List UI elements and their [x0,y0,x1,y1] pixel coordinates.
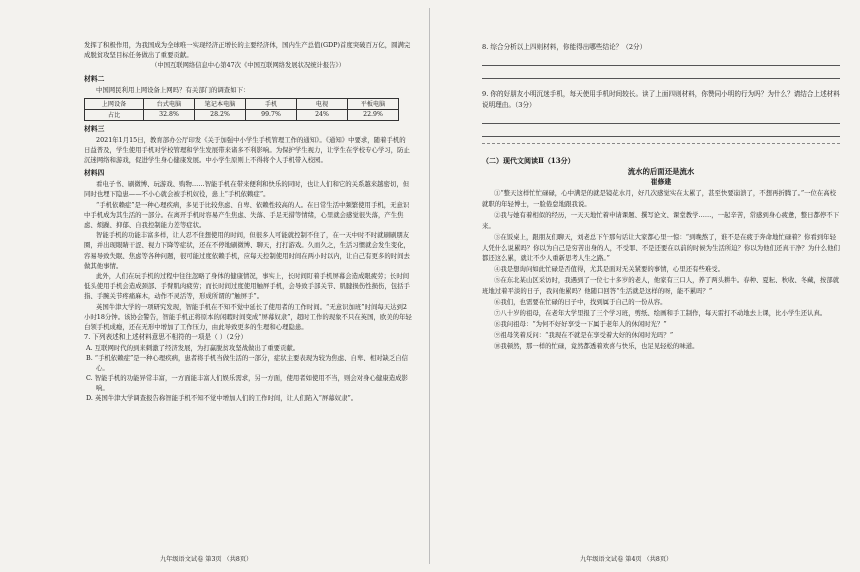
question-7-stem: 7. 下列表述和上述材料意思不相符的一项是（ ）（2分） [84,333,248,342]
essay-author: 崔修建 [650,178,672,186]
table-cell: 24% [297,109,348,120]
table-cell: 手机 [246,98,297,109]
section-separator [482,143,840,144]
answer-line[interactable] [482,124,840,137]
table-cell: 99.7% [246,109,297,120]
material-3-text: 2021年1月15日，教育部办公厅印发《关于加强中小学生手机管理工作的通知》。《通知》中要求，随着手机的日益普及，学生使用手机对学校管理和学生发展带来诸多不利影响。为保护学生视力，让学生在学校专心学习，防止沉迷网络和游戏，促进学生身心健康发展。中小学生原则上不得将个人手机带入校园。 [84,135,410,165]
question-8: 8. 综合分析以上四则材料，你能得出哪些结论？（2分） [482,43,647,51]
essay-paragraph: ⑦八十岁的祖母，在老年大学里报了三个学习班，剪纸、绘画和手工制作，每天雷打不动地去上课，比小学生还认真。 [494,308,827,317]
page-4 [430,0,860,572]
material-4-paragraph: 此外，人们在玩手机的过程中往往忽略了身体的健康情况，事实上，长时间盯着手机屏幕会造成眼疲劳；长时间低头使用手机会造成颈部、手臂肌肉疲劳；而长时间过度使用触屏手机，会导致手部关节、肌腱损伤性损伤，包括手指、手腕关节疼痛麻木，动作不灵活等，形成所谓的“触屏手”。 [84,272,410,301]
essay-paragraph: ⑧我问祖母：“为何不好好享受一下属于老年人的休闲时光？” [494,319,667,328]
source-citation: （中国互联网络信息中心第47次《中国互联网络发展状况统计报告》） [151,62,345,70]
answer-line[interactable] [482,111,840,124]
essay-paragraph: ⑩我顿然，那一样的忙碌，竟然都透着欢喜与快乐，也足见轻松的味道。 [494,341,699,350]
material-4-paragraph: “手机依赖症”是一种心理疾病，多见于比较焦虑、自卑、依赖性较高的人。在日常生活中频繁使用手机，无意识中手机成为其生活的一部分。在离开手机时容易产生焦虑、失落、手足无措等情绪，心里就会感觉很失落，产生焦虑、烦躁、抑郁、自我控制能力差等症状。 [84,200,410,230]
material-2-text: 中国网民利用上网设备上网吗？有关部门的调查如下： [96,86,250,95]
table-cell: 占比 [85,109,144,120]
page-footer: 九年级语文试卷 第3页 （共8页） [160,556,253,563]
essay-paragraph: ⑤在东北某山区采访时，我遇到了一位七十多岁的老人，他家有三口人，养了两头耕牛。春种、夏耘、秋收、冬藏，按部就班地过着平淡的日子，我问他累吗？他随口回答“生活就是这样的呀，能不累吗？” [482,276,840,296]
essay-title: 流水的后面还是流水 [627,167,695,176]
table-cell: 电视 [297,98,348,109]
material-4-paragraph: 英国牛津大学的一项研究发现，智能手机在不知不觉中延长了使用者的工作时间。“无意识加班”时间每天达到2小时18分钟。该协会警告，智能手机正将原本的闲暇时间变成“屏幕奴隶”，超时工作的现象不只在英国，欧美的年轻白领手机成瘾，还在无形中增加了工作压力，由此导致更多的生理和心理隐患。 [84,302,412,332]
device-usage-table [84,98,399,121]
material-2-heading: 材料二 [84,75,105,84]
page-footer: 九年级语文试卷 第4页 （共8页） [580,556,673,563]
section-heading: （二）现代文阅读Ⅱ（13分） [482,156,575,165]
table-cell: 平板电脑 [348,98,399,109]
table-row [85,109,399,120]
answer-line[interactable] [482,53,840,66]
question-7-option: A. 互联网时代的到来刺激了经济发展，为打赢脱贫攻坚战做出了重要贡献。 [86,344,300,353]
question-7-option: B. “手机依赖症”是一种心理疾病，患者将手机当做生活的一部分，症状主要表现为较为焦虑、自卑、相对缺乏自信心。 [86,354,409,373]
material-4-paragraph: 看电子书、刷微博、玩游戏、购物……智能手机在带来便利和快乐的同时，也让人们和它的关系越来越密切，但同时也埋下隐患——不小心就会被手机奴役，患上“手机依赖症”。 [84,180,410,199]
essay-paragraph: ②我与她有着相似的经历，一天天地忙着申请课题、撰写论文、课堂教学……，一起辛苦，常感到身心疲惫，整日都停不下来。 [482,210,840,230]
essay-paragraph: ①“整天这样忙忙碌碌，心中满是的就是镜花水月，好几次感觉实在太累了，甚至快要崩溃了，不想再折腾了。”一位在高校就职的年轻博士，一脸倦怠地跟我说。 [482,189,837,208]
material-4-heading: 材料四 [84,169,105,178]
essay-paragraph: ⑨祖母笑着反问：“我现在不就是在享受着大好的休闲时光吗？” [494,330,674,339]
table-cell: 台式电脑 [144,98,195,109]
table-cell: 32.8% [144,109,195,120]
question-7-option: C. 智能手机的功能异常丰富，一方面能丰富人们娱乐需求，另一方面，使用者如使用不当，则会对身心健康造成影响。 [86,374,408,393]
essay-paragraph: ③在饭桌上，跟朋友们聊天，刘老总下午那句话让大家都心里一惊：“到晚熬了，谁不是在疲于奔命地忙碌着？你看到年轻人凭什么说累吗？你以为自己是穷苦出身的人，不受罪、不是还要在以前的时候为生活所迫？你以为他们还真干净？为什么他们都还这么累，就让不少人重新思考人生之路。” [482,232,840,263]
essay-paragraph: ④我是想询问如此忙碌是否值得，尤其是面对无关紧要的事情，心里还有些难受。 [494,265,725,274]
question-7-option: D. 英国牛津大学调查报告称智能手机不知不觉中增加人们的工作时间，让人们陷入“屏幕奴隶”。 [86,394,358,403]
table-row [85,98,399,109]
material-3-heading: 材料三 [84,124,105,133]
question-9: 9. 你的好朋友小明沉迷手机，每天使用手机时间较长。读了上面四则材料，你赞同小明的行为吗？为什么？请结合上述材料说明理由。（3分） [482,90,840,109]
table-cell: 笔记本电脑 [195,98,246,109]
answer-line[interactable] [482,66,840,79]
table-cell: 28.2% [195,109,246,120]
table-cell: 22.9% [348,109,399,120]
material-4-paragraph: 智能手机的功能丰富多样，让人忍不住想使用的时间，但很多人可能就控制不住了，在一天中时不时就刷刷朋友圈，并出现眼睛干涩、视力下降等症状，还在不停地刷微博、聊天，打打游戏。久而久之，生活习惯就会发生变化，容易导致失眠、焦虑等各种问题，很可能过度依赖手机，应每天控制使用时间在两小时以内，让自己有更多的时间去做其他事情。 [84,231,410,270]
intro-paragraph: 发挥了积极作用，为我国成为全球唯一实现经济正增长的主要经济体，国内生产总值(GDP)首度突破百万亿，圆满完成脱贫攻坚目标任务做出了重要贡献。 [84,41,411,60]
essay-paragraph: ⑥我们，也需要在忙碌的日子中，找到属于自己的一份从容。 [494,298,667,307]
table-cell: 上网设备 [85,98,144,109]
